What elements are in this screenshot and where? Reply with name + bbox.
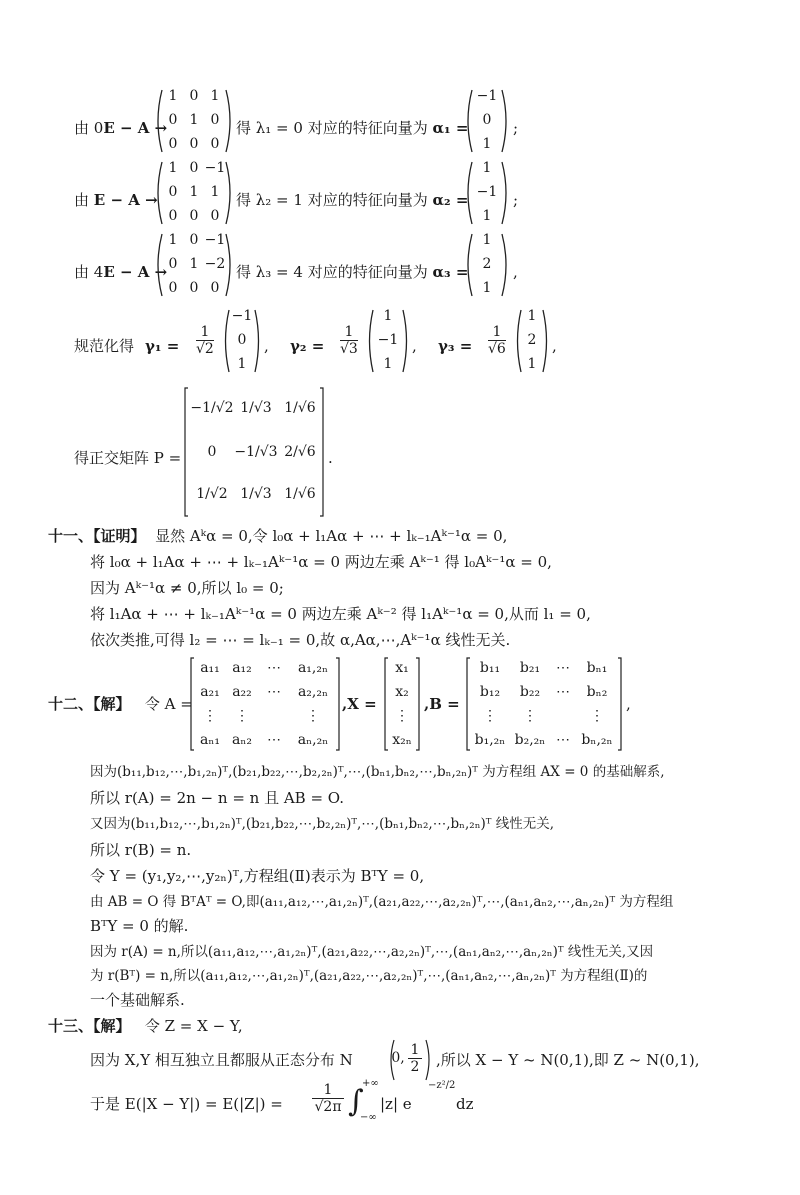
matrix-cell: 1 bbox=[189, 256, 199, 272]
matrix-cell: 1 bbox=[168, 160, 178, 176]
text-line: 得正交矩阵 P = bbox=[74, 449, 182, 467]
matrix-cell: 1 bbox=[482, 160, 492, 176]
text-line: 得 λ₁ = 0 对应的特征向量为 α₁ = bbox=[236, 119, 469, 137]
text-line: 由 AB = O 得 BᵀAᵀ = O,即(a₁₁,a₁₂,⋯,a₁,₂ₙ)ᵀ,(a₂₁,a₂₂,⋯,a₂,₂ₙ)ᵀ,⋯,(aₙ₁,aₙ₂,⋯,aₙ,₂ₙ)ᵀ 为方程组 bbox=[90, 894, 674, 910]
matrix-cell: 1 bbox=[210, 88, 220, 104]
text-line: 为 r(Bᵀ) = n,所以(a₁₁,a₁₂,⋯,a₁,₂ₙ)ᵀ,(a₂₁,a₂₂,⋯,a₂,₂ₙ)ᵀ,⋯,(aₙ₁,aₙ₂,⋯,aₙ,₂ₙ)ᵀ 为方程组(Ⅱ)的 bbox=[90, 968, 648, 984]
text-line: 一个基础解系. bbox=[90, 991, 185, 1009]
matrix-cell: 0 bbox=[168, 112, 178, 128]
matrix bbox=[154, 158, 234, 228]
matrix-cell: 2/√6 bbox=[284, 444, 316, 460]
text-line: 将 l₀α + l₁Aα + ⋯ + lₖ₋₁Aᵏ⁻¹α = 0 两边左乘 Aᵏ⁻¹ 得 l₀Aᵏ⁻¹α = 0, bbox=[90, 553, 552, 571]
matrix-cell: b₁₂ bbox=[479, 684, 501, 700]
matrix-cell: −1/√3 bbox=[234, 444, 278, 460]
matrix-cell: bₙ₂ bbox=[586, 684, 608, 700]
fraction: $\frac{1}{√6}$ bbox=[488, 324, 506, 357]
text-line: 又因为(b₁₁,b₁₂,⋯,b₁,₂ₙ)ᵀ,(b₂₁,b₂₂,⋯,b₂,₂ₙ)ᵀ,⋯,(bₙ₁,bₙ₂,⋯,bₙ,₂ₙ)ᵀ 线性无关, bbox=[90, 816, 555, 832]
vector-X bbox=[384, 656, 420, 752]
matrix-cell: 1 bbox=[383, 308, 393, 324]
matrix-cell: 0 bbox=[237, 332, 247, 348]
matrix-cell: 2 bbox=[527, 332, 537, 348]
matrix-cell: bₙ,₂ₙ bbox=[581, 732, 613, 748]
matrix-cell: −1 bbox=[476, 184, 498, 200]
text-line: dz bbox=[456, 1095, 474, 1113]
matrix-cell: 0 bbox=[168, 256, 178, 272]
matrix-cell: x₂ bbox=[395, 684, 409, 700]
matrix-cell: a₁,₂ₙ bbox=[297, 660, 329, 676]
matrix-cell: b₁,₂ₙ bbox=[474, 732, 506, 748]
paren-fraction bbox=[388, 1038, 432, 1082]
text-line: , bbox=[264, 337, 269, 355]
matrix-cell: ⋮ bbox=[590, 708, 604, 724]
matrix-cell: 0 bbox=[210, 208, 220, 224]
matrix-cell: 0 bbox=[210, 280, 220, 296]
matrix-cell: 1 bbox=[482, 232, 492, 248]
exponent: −z²/2 bbox=[428, 1080, 456, 1091]
matrix-cell: 0 bbox=[482, 112, 492, 128]
matrix-cell: 0 bbox=[189, 280, 199, 296]
matrix-cell: 0 bbox=[189, 88, 199, 104]
matrix-cell: 1/√2 bbox=[196, 486, 228, 502]
matrix-cell: ⋮ bbox=[306, 708, 320, 724]
gamma-label: γ₁ = bbox=[145, 337, 180, 355]
text-line: 因为 Aᵏ⁻¹α ≠ 0,所以 l₀ = 0; bbox=[90, 579, 284, 597]
matrix-P bbox=[184, 386, 324, 518]
integral-sign: ∫ bbox=[348, 1084, 364, 1119]
fraction: $\frac{1}{√2}$ bbox=[196, 324, 214, 357]
matrix-cell: 0 bbox=[189, 160, 199, 176]
text-line: 令 Y = (y₁,y₂,⋯,y₂ₙ)ᵀ,方程组(Ⅱ)表示为 BᵀY = 0, bbox=[90, 867, 425, 885]
matrix-cell: 1 bbox=[189, 112, 199, 128]
matrix-cell: a₂,₂ₙ bbox=[297, 684, 329, 700]
text-line: |z| e bbox=[380, 1095, 412, 1113]
matrix-cell: 0 bbox=[189, 136, 199, 152]
matrix-cell: 0 bbox=[210, 112, 220, 128]
matrix-cell: a₁₁ bbox=[200, 660, 220, 676]
matrix-B bbox=[466, 656, 622, 752]
matrix-A bbox=[190, 656, 340, 752]
matrix-cell: 1 bbox=[482, 208, 492, 224]
matrix-cell: 1 bbox=[383, 356, 393, 372]
fraction: $\frac{1}{2}$ bbox=[408, 1042, 422, 1075]
matrix-cell: aₙ₁ bbox=[199, 732, 220, 748]
matrix-cell: a₂₁ bbox=[200, 684, 220, 700]
matrix-cell: a₁₂ bbox=[232, 660, 252, 676]
vector bbox=[514, 306, 550, 376]
matrix-cell: 0 bbox=[168, 208, 178, 224]
matrix-cell: ⋯ bbox=[267, 660, 281, 676]
matrix-cell: 0 bbox=[168, 184, 178, 200]
text-line: 因为 r(A) = n,所以(a₁₁,a₁₂,⋯,a₁,₂ₙ)ᵀ,(a₂₁,a₂₂,⋯,a₂,₂ₙ)ᵀ,⋯,(aₙ₁,aₙ₂,⋯,aₙ,₂ₙ)ᵀ 线性无关,又因 bbox=[90, 944, 654, 960]
text-line: , bbox=[552, 337, 557, 355]
matrix-cell: ⋯ bbox=[267, 732, 281, 748]
vector bbox=[464, 86, 510, 156]
matrix-cell: x₂ₙ bbox=[392, 732, 412, 748]
matrix-cell: ⋮ bbox=[395, 708, 409, 724]
matrix-cell: ⋯ bbox=[556, 732, 570, 748]
text-line: 因为 X,Y 相互独立且都服从正态分布 N bbox=[90, 1051, 353, 1069]
matrix-cell: ⋯ bbox=[267, 684, 281, 700]
text-line: ,X = bbox=[342, 695, 377, 713]
text-line: ; bbox=[513, 119, 519, 137]
matrix-cell: b₂₂ bbox=[519, 684, 541, 700]
text-line: 得 λ₂ = 1 对应的特征向量为 α₂ = bbox=[236, 191, 469, 209]
vector bbox=[366, 306, 410, 376]
matrix-cell: 0 bbox=[189, 208, 199, 224]
matrix-cell: 0 bbox=[210, 136, 220, 152]
matrix-cell: ⋯ bbox=[556, 684, 570, 700]
matrix-cell: 2 bbox=[482, 256, 492, 272]
matrix-cell: 1 bbox=[482, 136, 492, 152]
matrix-cell: bₙ₁ bbox=[586, 660, 608, 676]
matrix-cell: 0 bbox=[207, 444, 217, 460]
matrix-cell: ⋯ bbox=[556, 660, 570, 676]
matrix-cell: 1 bbox=[482, 280, 492, 296]
text-line: 十一、【证明】 显然 Aᵏα = 0,令 l₀α + l₁Aα + ⋯ + lₖ₋₁Aᵏ⁻¹α = 0, bbox=[48, 527, 508, 545]
text-line: ,B = bbox=[424, 695, 460, 713]
matrix-cell: −1 bbox=[231, 308, 253, 324]
matrix bbox=[154, 86, 234, 156]
text-line: ,所以 X − Y ~ N(0,1),即 Z ~ N(0,1), bbox=[436, 1051, 700, 1069]
vector bbox=[464, 230, 510, 300]
text-line: 规范化得 bbox=[74, 337, 135, 355]
matrix-cell: 0 bbox=[168, 280, 178, 296]
text-line: 于是 E(|X − Y|) = E(|Z|) = bbox=[90, 1095, 283, 1113]
text-line: 所以 r(B) = n. bbox=[90, 841, 192, 859]
integral-lower: −∞ bbox=[360, 1112, 377, 1123]
text-line: 将 l₁Aα + ⋯ + lₖ₋₁Aᵏ⁻¹α = 0 两边左乘 Aᵏ⁻² 得 l₁Aᵏ⁻¹α = 0,从而 l₁ = 0, bbox=[90, 605, 591, 623]
matrix-cell: ⋮ bbox=[483, 708, 497, 724]
matrix-cell: x₁ bbox=[395, 660, 409, 676]
matrix-cell: 1/√3 bbox=[240, 400, 272, 416]
matrix-cell: b₂,₂ₙ bbox=[514, 732, 546, 748]
matrix-cell: aₙ₂ bbox=[231, 732, 252, 748]
text-line: . bbox=[328, 449, 333, 467]
text-line: , bbox=[412, 337, 417, 355]
matrix-cell: 1 bbox=[189, 184, 199, 200]
gamma-label: γ₂ = bbox=[290, 337, 325, 355]
matrix-cell: 1/√6 bbox=[284, 400, 316, 416]
matrix-cell: 0 bbox=[189, 232, 199, 248]
matrix-cell: ⋮ bbox=[235, 708, 249, 724]
matrix-cell: −1 bbox=[204, 232, 226, 248]
matrix-cell: b₂₁ bbox=[519, 660, 541, 676]
text-line: 由 4E − A → bbox=[74, 263, 168, 281]
gamma-label: γ₃ = bbox=[438, 337, 473, 355]
matrix-cell: 1/√3 bbox=[240, 486, 272, 502]
text-line: , bbox=[626, 695, 631, 713]
matrix-cell: ⋮ bbox=[203, 708, 217, 724]
matrix-cell: aₙ,₂ₙ bbox=[297, 732, 329, 748]
matrix-cell: −2 bbox=[204, 256, 226, 272]
matrix bbox=[154, 230, 234, 300]
text-line: 因为(b₁₁,b₁₂,⋯,b₁,₂ₙ)ᵀ,(b₂₁,b₂₂,⋯,b₂,₂ₙ)ᵀ,⋯,(bₙ₁,bₙ₂,⋯,bₙ,₂ₙ)ᵀ 为方程组 AX = 0 的基础解系, bbox=[90, 764, 665, 780]
matrix-cell: −1 bbox=[377, 332, 399, 348]
matrix-cell: 1 bbox=[168, 88, 178, 104]
text-line: 由 E − A → bbox=[74, 191, 158, 209]
text-line: 依次类推,可得 l₂ = ⋯ = lₖ₋₁ = 0,故 α,Aα,⋯,Aᵏ⁻¹α 线性无关. bbox=[90, 631, 511, 649]
matrix-cell: ⋮ bbox=[523, 708, 537, 724]
integral-upper: +∞ bbox=[362, 1078, 379, 1089]
matrix-cell: 1 bbox=[527, 356, 537, 372]
text-line: , bbox=[513, 263, 518, 281]
text-line: 得 λ₃ = 4 对应的特征向量为 α₃ = bbox=[236, 263, 469, 281]
text-line: 所以 r(A) = 2n − n = n 且 AB = O. bbox=[90, 789, 344, 807]
matrix-cell: b₁₁ bbox=[479, 660, 501, 676]
text-line: 十二、【解】 令 A = bbox=[48, 695, 193, 713]
vector bbox=[464, 158, 510, 228]
text-line: BᵀY = 0 的解. bbox=[90, 917, 189, 935]
fraction: $\frac{1}{√2\pi}$ bbox=[312, 1082, 344, 1115]
text-line: 十三、【解】 令 Z = X − Y, bbox=[48, 1017, 243, 1035]
matrix-cell: −1/√2 bbox=[190, 400, 234, 416]
matrix-cell: 1 bbox=[210, 184, 220, 200]
text-line: 由 0E − A → bbox=[74, 119, 168, 137]
matrix-cell: −1 bbox=[204, 160, 226, 176]
text-line: ; bbox=[513, 191, 519, 209]
matrix-cell: 1 bbox=[237, 356, 247, 372]
matrix-cell: 1 bbox=[168, 232, 178, 248]
matrix-cell: 0, bbox=[391, 1050, 405, 1066]
matrix-cell: 1 bbox=[527, 308, 537, 324]
matrix-cell: −1 bbox=[476, 88, 498, 104]
matrix-cell: a₂₂ bbox=[232, 684, 252, 700]
matrix-cell: 0 bbox=[168, 136, 178, 152]
vector bbox=[222, 306, 262, 376]
matrix-cell: 1/√6 bbox=[284, 486, 316, 502]
fraction: $\frac{1}{√3}$ bbox=[340, 324, 358, 357]
